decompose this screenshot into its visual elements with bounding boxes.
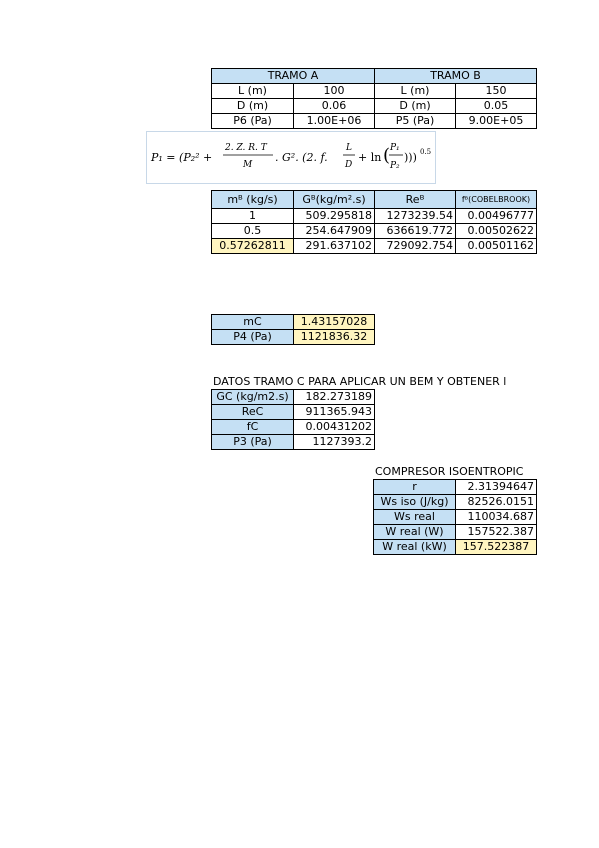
cell[interactable]: 1 — [212, 209, 294, 224]
table-row — [212, 84, 537, 99]
cell[interactable]: L (m) — [375, 84, 456, 99]
cell-highlighted[interactable]: 1121836.32 — [294, 330, 375, 345]
cell[interactable]: 1127393.2 — [294, 435, 375, 450]
table-row — [212, 390, 375, 405]
cell[interactable]: 2.31394647 — [456, 480, 537, 495]
cell[interactable]: P5 (Pa) — [375, 114, 456, 129]
table-row — [212, 405, 375, 420]
tramos-table — [211, 68, 537, 129]
cell[interactable]: 150 — [456, 84, 537, 99]
formula-ln: + ln — [358, 151, 382, 164]
table-row — [374, 525, 537, 540]
cell[interactable]: 0.5 — [212, 224, 294, 239]
formula-den3: P₂ — [390, 161, 400, 171]
cell[interactable]: 82526.0151 — [456, 495, 537, 510]
cell[interactable]: 100 — [294, 84, 375, 99]
cell[interactable]: D (m) — [375, 99, 456, 114]
table-row — [212, 330, 375, 345]
table-row — [212, 224, 537, 239]
cell[interactable]: 0.00496777 — [456, 209, 537, 224]
row-label: ReC — [212, 405, 294, 420]
tramo-a-title: TRAMO A — [212, 69, 375, 84]
compresor-table — [373, 479, 537, 555]
cell[interactable]: 0.00431202 — [294, 420, 375, 435]
cell[interactable]: D (m) — [212, 99, 294, 114]
formula-den1: M — [243, 160, 253, 170]
col-header: Reᴮ — [375, 191, 456, 209]
cell[interactable]: 291.637102 — [294, 239, 375, 254]
cell-highlighted[interactable]: 1.43157028 — [294, 315, 375, 330]
cell[interactable]: 0.05 — [456, 99, 537, 114]
row-label: GC (kg/m2.s) — [212, 390, 294, 405]
formula-mid: . G². (2. f. — [275, 151, 328, 164]
cell[interactable]: 0.00501162 — [456, 239, 537, 254]
cell[interactable]: 636619.772 — [375, 224, 456, 239]
table-row — [374, 540, 537, 555]
cell[interactable]: 9.00E+05 — [456, 114, 537, 129]
compresor-caption: COMPRESOR ISOENTROPIC — [375, 465, 524, 478]
table-row — [374, 480, 537, 495]
formula-tail: ))) — [404, 151, 417, 164]
cell[interactable]: 1.00E+06 — [294, 114, 375, 129]
row-label: P3 (Pa) — [212, 435, 294, 450]
formula-image[interactable] — [146, 131, 436, 184]
col-header: Gᴮ(kg/m².s) — [294, 191, 375, 209]
cell[interactable]: 1273239.54 — [375, 209, 456, 224]
row-label: Ws iso (J/kg) — [374, 495, 456, 510]
cell[interactable]: 182.273189 — [294, 390, 375, 405]
formula-exp: 0.5 — [420, 148, 432, 156]
row-label: P4 (Pa) — [212, 330, 294, 345]
table-row — [212, 420, 375, 435]
cell[interactable]: 729092.754 — [375, 239, 456, 254]
table-row — [212, 209, 537, 224]
cell[interactable]: 254.647909 — [294, 224, 375, 239]
cell-highlighted[interactable]: 0.57262811 — [212, 239, 294, 254]
table-row — [212, 99, 537, 114]
table-row — [212, 435, 375, 450]
cell[interactable]: 0.00502622 — [456, 224, 537, 239]
table-row — [212, 315, 375, 330]
cell[interactable]: 0.06 — [294, 99, 375, 114]
formula-svg — [147, 132, 435, 183]
row-label: fC — [212, 420, 294, 435]
cell[interactable]: P6 (Pa) — [212, 114, 294, 129]
cell[interactable]: 509.295818 — [294, 209, 375, 224]
table-row — [212, 239, 537, 254]
formula-num2: L — [346, 143, 352, 153]
row-label: r — [374, 480, 456, 495]
tramo-c-caption: DATOS TRAMO C PARA APLICAR UN BEM Y OBTENER l — [213, 375, 507, 388]
cell[interactable]: 110034.687 — [456, 510, 537, 525]
formula-num3: P₁ — [390, 143, 400, 153]
mc-table — [211, 314, 375, 345]
cell[interactable]: 911365.943 — [294, 405, 375, 420]
tramo-b-title: TRAMO B — [375, 69, 537, 84]
formula-den2: D — [345, 160, 353, 170]
table-row — [212, 114, 537, 129]
table-row — [374, 495, 537, 510]
row-label: Ws real — [374, 510, 456, 525]
formula-paren-open: ( — [383, 145, 391, 166]
col-header: mᴮ (kg/s) — [212, 191, 294, 209]
col-header: fᴮ(COBELBROOK) — [456, 191, 537, 209]
row-label: W real (kW) — [374, 540, 456, 555]
tramo-c-table — [211, 389, 375, 450]
row-label: W real (W) — [374, 525, 456, 540]
iteration-table — [211, 190, 537, 254]
formula-lhs: P₁ = (P₂² + — [151, 151, 213, 164]
table-row — [374, 510, 537, 525]
cell-highlighted[interactable]: 157.522387 — [456, 540, 537, 555]
cell[interactable]: L (m) — [212, 84, 294, 99]
formula-num1: 2. Z. R. T — [225, 143, 267, 153]
cell[interactable]: 157522.387 — [456, 525, 537, 540]
row-label: mC — [212, 315, 294, 330]
